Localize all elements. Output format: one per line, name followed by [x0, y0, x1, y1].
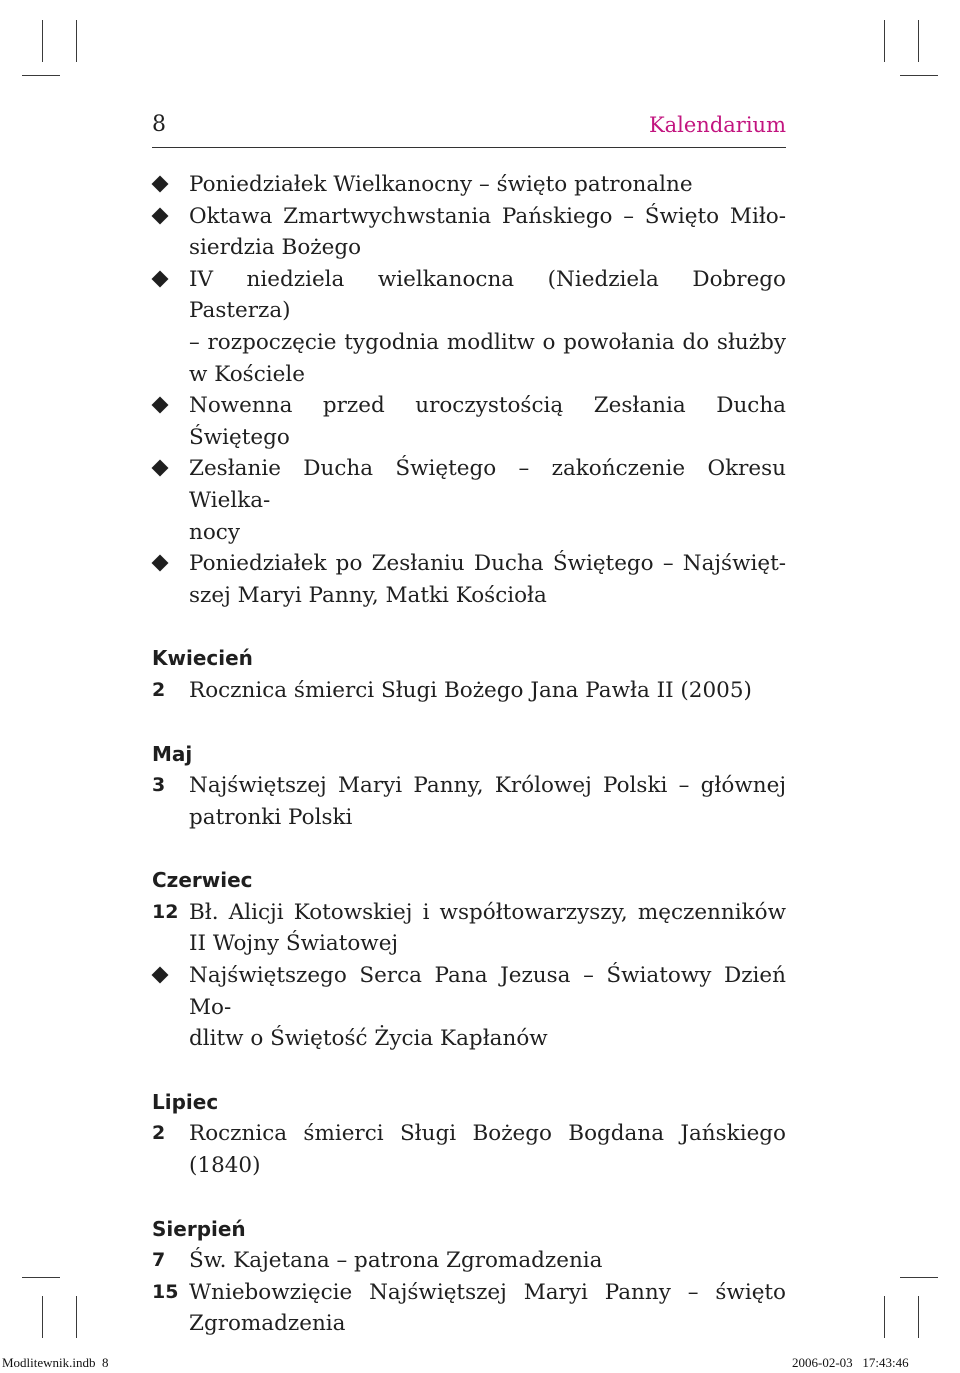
entry-text: Nowenna przed uroczystością Zesłania Ducha Świętego	[189, 393, 786, 450]
month-heading: Lipiec	[152, 1089, 219, 1114]
crop-mark	[918, 20, 919, 62]
entry-text: w Kościele	[189, 361, 305, 387]
month-section	[152, 1087, 786, 1182]
crop-mark	[918, 1296, 919, 1338]
month-heading: Maj	[152, 741, 193, 766]
entry-line	[152, 580, 786, 612]
section-title: Kalendarium	[648, 113, 786, 137]
day-number: 2	[152, 678, 166, 701]
entry-line	[152, 517, 786, 549]
slug-time: 17:43:46	[862, 1355, 909, 1370]
calendar-entry	[152, 897, 786, 960]
day-number: 7	[152, 1249, 166, 1272]
month-heading: Sierpień	[152, 1216, 246, 1241]
entry-line	[152, 802, 786, 834]
print-slug-left	[2, 1355, 109, 1371]
entry-text: – rozpoczęcie tygodnia modlitw o powołania do służby	[189, 329, 786, 355]
movable-feasts-list	[152, 169, 786, 611]
crop-mark	[76, 1296, 77, 1338]
entry-text: Najświętszego Serca Pana Jezusa – Światowy Dzień Mo-	[189, 963, 786, 1020]
feast-item	[152, 390, 786, 453]
entry-text: Św. Kajetana – patrona Zgromadzenia	[189, 1248, 603, 1274]
running-header	[152, 112, 786, 148]
page-number: 8	[152, 112, 166, 137]
entry-line	[152, 1277, 786, 1309]
day-number: 15	[152, 1280, 179, 1303]
entry-line	[152, 1023, 786, 1055]
crop-mark	[42, 1296, 43, 1338]
entry-text: IV niedziela wielkanocna (Niedziela Dobrego Pasterza)	[189, 266, 786, 324]
entry-text: sierdzia Bożego	[189, 235, 362, 261]
entry-line	[152, 264, 786, 327]
diamond-bullet-icon	[152, 960, 189, 1023]
month-section	[152, 865, 786, 1055]
slug-date: 2006-02-03	[792, 1355, 853, 1370]
calendar-entry	[152, 1245, 786, 1277]
entry-text: Zesłanie Ducha Świętego – zakończenie Okresu Wielka-	[189, 456, 786, 513]
entry-text: Poniedziałek Wielkanocny – święto patronalne	[189, 172, 693, 197]
crop-mark	[22, 75, 60, 76]
day-number: 2	[152, 1122, 166, 1145]
month-section	[152, 1214, 786, 1340]
print-slug-right	[792, 1355, 909, 1371]
entry-line	[152, 1118, 786, 1181]
entry-line	[152, 928, 786, 960]
month-section	[152, 739, 786, 834]
entry-line	[152, 201, 786, 233]
entry-text: Wniebowzięcie Najświętszej Maryi Panny – święto	[189, 1279, 786, 1305]
diamond-bullet-icon	[152, 169, 189, 201]
entry-line	[152, 359, 786, 391]
entry-line	[152, 548, 786, 580]
diamond-bullet-icon	[152, 453, 189, 516]
calendar-entry	[152, 675, 786, 707]
entry-text: dlitw o Świętość Życia Kapłanów	[189, 1026, 548, 1052]
entry-text: Najświętszej Maryi Panny, Królowej Polski – głównej	[189, 773, 786, 799]
calendar-entry	[152, 1118, 786, 1181]
crop-mark	[42, 20, 43, 62]
month-heading: Czerwiec	[152, 868, 253, 893]
crop-mark	[900, 75, 938, 76]
feast-item	[152, 264, 786, 390]
day-number: 12	[152, 900, 179, 923]
feast-item	[152, 453, 786, 548]
entry-text: Oktawa Zmartwychwstania Pańskiego – Święto Miło-	[189, 203, 786, 229]
diamond-bullet-icon	[152, 390, 189, 453]
calendar-entry	[152, 960, 786, 1055]
entry-line	[152, 1245, 786, 1277]
entry-text: Zgromadzenia	[189, 1311, 346, 1337]
entry-text: nocy	[189, 519, 240, 545]
diamond-bullet-icon	[152, 264, 189, 327]
entry-line	[152, 1308, 786, 1340]
diamond-bullet-icon	[152, 201, 189, 233]
crop-mark	[76, 20, 77, 62]
entry-line	[152, 770, 786, 802]
crop-mark	[22, 1277, 60, 1278]
page	[152, 112, 786, 1340]
entry-text: Rocznica śmierci Sługi Bożego Jana Pawła II (2005)	[189, 677, 752, 703]
crop-mark	[884, 1296, 885, 1338]
calendar-entry	[152, 1277, 786, 1340]
entry-text: Bł. Alicji Kotowskiej i współtowarzyszy, męczenników	[189, 899, 786, 925]
feast-item	[152, 548, 786, 611]
entry-line	[152, 897, 786, 929]
slug-file: Modlitewnik.indb	[2, 1355, 96, 1370]
feast-item	[152, 169, 786, 201]
entry-text: szej Maryi Panny, Matki Kościoła	[189, 582, 547, 608]
slug-page: 8	[102, 1355, 109, 1370]
month-section	[152, 643, 786, 706]
entry-text: Poniedziałek po Zesłaniu Ducha Świętego – Najświęt-	[189, 551, 786, 577]
crop-mark	[884, 20, 885, 62]
entry-text: Rocznica śmierci Sługi Bożego Bogdana Jańskiego (1840)	[189, 1121, 786, 1179]
calendar-entry	[152, 770, 786, 833]
feast-item	[152, 201, 786, 264]
entry-text: II Wojny Światowej	[189, 931, 399, 957]
entry-text: patronki Polski	[189, 804, 353, 830]
entry-line	[152, 453, 786, 516]
entry-line	[152, 232, 786, 264]
entry-line	[152, 675, 786, 707]
entry-line	[152, 327, 786, 359]
entry-line	[152, 390, 786, 453]
entry-line	[152, 960, 786, 1023]
month-heading: Kwiecień	[152, 646, 253, 671]
day-number: 3	[152, 774, 166, 797]
crop-mark	[900, 1277, 938, 1278]
entry-line	[152, 169, 786, 201]
months-container	[152, 643, 786, 1340]
diamond-bullet-icon	[152, 548, 189, 580]
